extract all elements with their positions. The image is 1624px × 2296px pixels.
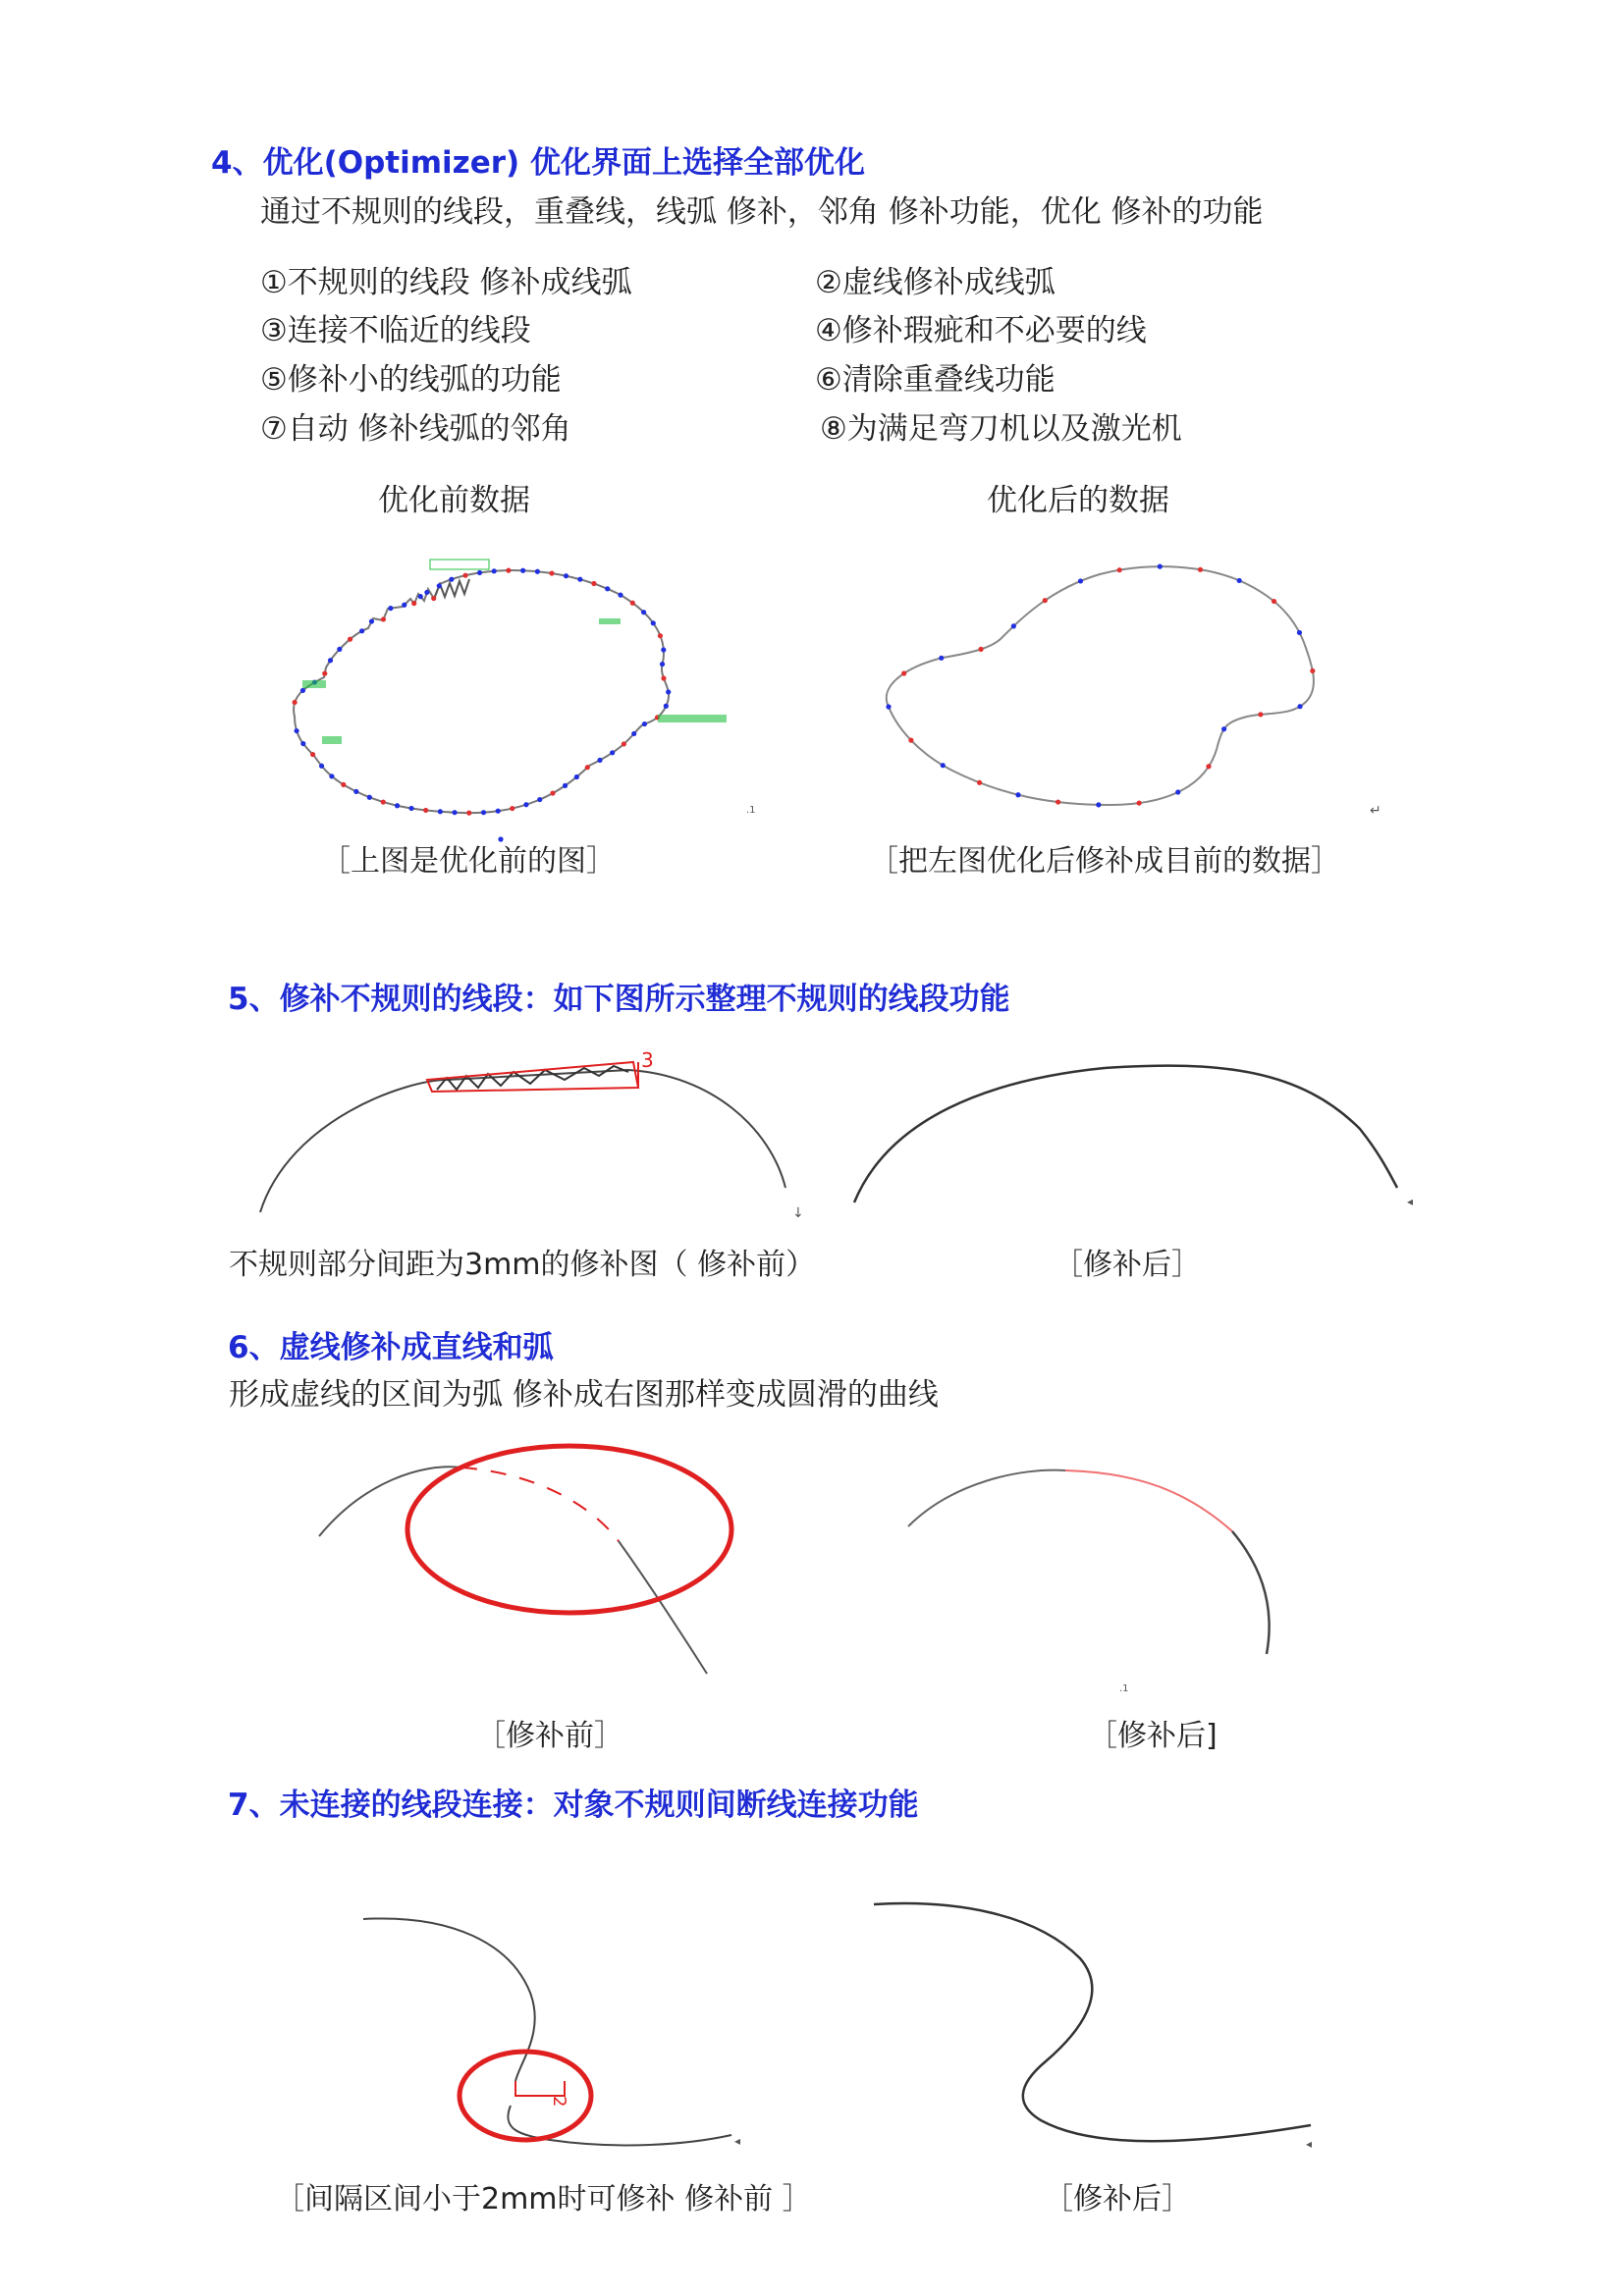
outline-node — [369, 618, 374, 623]
outline-node — [431, 596, 436, 601]
outline-node — [411, 601, 416, 606]
dashed-arc-after-caption: ［修补后] — [1088, 1719, 1218, 1753]
dashed-arc-after-figure — [893, 1414, 1345, 1694]
outline-node — [605, 586, 610, 591]
outline-node — [658, 633, 663, 638]
outline-node — [388, 606, 393, 611]
feature-item-6: ⑥清除重叠线功能 — [815, 362, 1056, 398]
outline-node — [319, 764, 324, 769]
outline-node — [423, 808, 428, 813]
svg-text:◂: ◂ — [1306, 2137, 1313, 2151]
outline-node — [651, 620, 656, 625]
section-6-heading: 6、虚线修补成直线和弧 — [228, 1330, 554, 1365]
outline-node — [642, 721, 647, 726]
section-6-intro: 形成虚线的区间为弧 修补成右图那样变成圆滑的曲线 — [229, 1377, 939, 1413]
outline-node — [908, 738, 913, 743]
outline-node — [597, 758, 602, 763]
outline-node — [660, 662, 665, 667]
outline-node — [550, 790, 555, 795]
outline-node — [535, 569, 540, 574]
outline-node — [337, 647, 342, 652]
feature-item-7: ⑦自动 修补线弧的邻角 — [260, 411, 571, 447]
outline-node — [1137, 800, 1142, 805]
outline-node — [466, 811, 471, 816]
outline-node — [1237, 578, 1242, 583]
outline-node — [577, 577, 582, 582]
after-optimization-figure — [854, 540, 1381, 825]
disconnected-segment-after-caption: ［修补后］ — [1044, 2182, 1191, 2216]
section-4-heading: 4、优化(Optimizer) 优化界面上选择全部优化 — [211, 145, 865, 181]
before-optimization-caption: ［上图是优化前的图］ — [321, 844, 616, 879]
outline-node — [1272, 599, 1276, 604]
outline-node — [328, 658, 333, 663]
outline-node — [641, 610, 646, 614]
outline-node — [537, 797, 542, 802]
irregular-segment-before-figure — [250, 1041, 804, 1221]
outline-node — [481, 810, 486, 815]
disconnected-segment-before-caption: ［间隔区间小于2mm时可修补 修补前 ］ — [275, 2182, 812, 2216]
outline-node — [901, 670, 906, 675]
disconnected-segment-before-figure — [353, 1904, 766, 2199]
outline-node — [294, 728, 298, 733]
outline-node — [300, 741, 305, 746]
outline-node — [666, 689, 671, 694]
outline-node — [610, 750, 615, 755]
outline-node — [661, 647, 666, 652]
irregular-segment-before-caption: 不规则部分间距为3mm的修补图（ 修补前） — [229, 1248, 816, 1282]
outline-node — [1297, 630, 1302, 635]
outline-node — [1043, 598, 1048, 603]
outline-node — [1015, 792, 1020, 797]
before-data-label: 优化前数据 — [378, 483, 530, 518]
feature-item-4: ④修补瑕疵和不必要的线 — [815, 313, 1147, 348]
outline-node — [1056, 799, 1060, 804]
outline-node — [310, 752, 315, 757]
feature-item-3: ③连接不临近的线段 — [260, 313, 531, 348]
dashed-arc-before-caption: ［修补前］ — [476, 1719, 623, 1753]
dashed-arc-before-figure — [304, 1414, 795, 1679]
outline-node — [1078, 578, 1083, 583]
outline-node — [549, 570, 554, 575]
outline-node — [322, 670, 327, 675]
outline-node — [449, 577, 454, 582]
section-7-heading: 7、未连接的线段连接：对象不规则间断线连接功能 — [228, 1788, 919, 1823]
outline-node — [520, 568, 525, 573]
svg-text:↵: ↵ — [1370, 803, 1381, 819]
outline-node — [523, 802, 528, 807]
after-optimization-caption: ［把左图优化后修补成目前的数据］ — [869, 844, 1340, 879]
feature-item-1: ①不规则的线段 修补成线弧 — [260, 265, 632, 300]
section-4-intro: 通过不规则的线段，重叠线，线弧 修补，邻角 修补功能，优化 修补的功能 — [260, 194, 1264, 230]
outline-node — [977, 780, 982, 785]
outline-node — [1221, 726, 1226, 731]
outline-node — [381, 616, 386, 621]
svg-text:.1: .1 — [746, 805, 756, 816]
outline-node — [941, 763, 946, 768]
outline-node — [395, 803, 400, 808]
outline-node — [348, 637, 352, 642]
outline-node — [1310, 668, 1315, 673]
outline-node — [510, 806, 514, 811]
outline-node — [1117, 567, 1122, 572]
outline-node — [496, 809, 501, 814]
outline-node — [418, 594, 423, 599]
feature-item-8: ⑧为满足弯刀机以及激光机 — [820, 411, 1182, 447]
outline-node — [341, 782, 346, 787]
outline-node — [1096, 802, 1101, 807]
outline-node — [381, 799, 386, 804]
gap-marker-2: 2 — [549, 2096, 569, 2108]
outline-node — [886, 704, 891, 709]
outline-node — [1011, 623, 1016, 628]
outline-node — [437, 583, 442, 588]
outline-node — [506, 568, 511, 573]
outline-node — [1175, 789, 1180, 794]
feature-item-5: ⑤修补小的线弧的功能 — [260, 362, 562, 398]
outline-node — [664, 704, 669, 709]
outline-node — [939, 656, 944, 661]
svg-text:◂: ◂ — [1407, 1195, 1414, 1208]
outline-node — [1297, 704, 1302, 709]
svg-text:↓: ↓ — [792, 1205, 804, 1221]
after-data-label: 优化后的数据 — [987, 483, 1169, 518]
outline-node — [563, 783, 568, 788]
gap-marker-3: 3 — [641, 1048, 654, 1072]
outline-node — [462, 573, 467, 578]
outline-node — [630, 601, 635, 606]
outline-node — [492, 568, 497, 573]
feature-item-2: ②虚线修补成线弧 — [815, 265, 1056, 300]
outline-node — [424, 590, 429, 595]
outline-node — [661, 675, 666, 680]
outline-node — [1258, 712, 1263, 717]
outline-node — [574, 774, 579, 779]
outline-node — [591, 581, 596, 586]
outline-node — [477, 570, 482, 575]
outline-node — [353, 789, 358, 794]
outline-node — [618, 593, 623, 598]
outline-node — [564, 573, 568, 578]
outline-node — [1206, 764, 1211, 769]
svg-text:.1: .1 — [1119, 1683, 1129, 1694]
outline-node — [367, 795, 372, 800]
outline-node — [585, 765, 590, 770]
outline-node — [408, 806, 413, 811]
outline-node — [631, 731, 636, 736]
outline-node — [622, 741, 626, 746]
outline-node — [293, 700, 298, 705]
outline-node — [438, 809, 443, 814]
outline-node — [1198, 567, 1203, 572]
section-5-heading: 5、修补不规则的线段：如下图所示整理不规则的线段功能 — [228, 982, 1010, 1017]
outline-node — [1158, 564, 1163, 569]
outline-node — [402, 603, 406, 608]
svg-text:◂: ◂ — [734, 2134, 741, 2148]
irregular-segment-after-caption: ［修补后］ — [1054, 1248, 1201, 1282]
before-optimization-figure — [265, 540, 756, 825]
outline-node — [300, 688, 305, 693]
irregular-segment-after-figure — [849, 1041, 1419, 1217]
disconnected-segment-after-figure — [869, 1885, 1321, 2179]
outline-node — [978, 647, 983, 652]
outline-node — [452, 810, 457, 815]
outline-node — [359, 628, 364, 633]
outline-node — [329, 774, 334, 778]
